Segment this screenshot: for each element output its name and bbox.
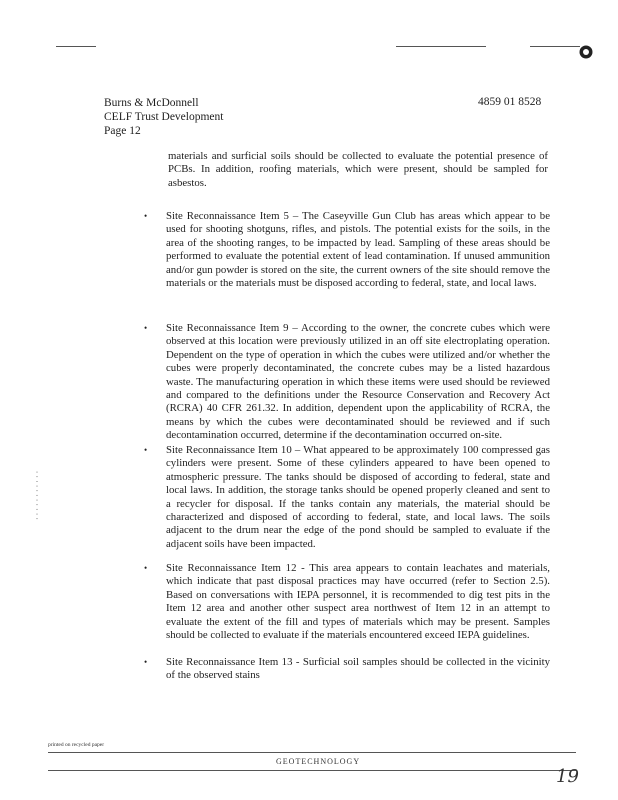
bottom-rule-lower bbox=[48, 770, 576, 771]
list-item bbox=[144, 322, 550, 443]
item-text: Site Reconnaissance Item 13 - Surficial soil samples should be collected in the vicinity of the observed stains bbox=[166, 656, 550, 682]
top-rule-far-right bbox=[530, 46, 580, 47]
item-text: Site Reconnaissance Item 9 – According to the owner, the concrete cubes which were observed at this location were previously utilized in an off site electroplating operation. Dependent on the type of operation in which the cubes were utilized and/or whether the cubes were properly decontaminated, the concrete cubes may be a listed hazardous waste. The manufacturing operation in which these items were used should be reviewed and compared to the definitions under the Resource Conservation and Recovery Act (RCRA) 40 CFR 261.32. In addition, dependent upon the applicability of RCRA, the means by which the cubes were decontaminated should be reviewed and if such decontamination occurred, determine if the decontamination occurred on-site. bbox=[166, 322, 550, 442]
bullet: • bbox=[144, 445, 148, 455]
letter-header bbox=[104, 96, 223, 138]
intro-paragraph: materials and surficial soils should be collected to evaluate the potential presence of PCBs. In addition, roofing materials, which were present, should be sampled for asbestos. bbox=[168, 150, 548, 189]
project-name: CELF Trust Development bbox=[104, 111, 224, 123]
item-text: Site Reconnaissance Item 10 – What appeared to be approximately 100 compressed gas cylinders were present. Some of these cylinders appeared to have been opened to atmospheric pressure. The tanks should be disposed of according to federal, state and local laws. In addition, the storage tanks should be opened properly cleaned and sent to a recycler for disposal. If the tanks contain any materials, the material should be characterized and disposed of according to federal, state, and local laws. The soils adjacent to the drum near the edge of the pond should be sampled to evaluate if the adjacent soils have been impacted. bbox=[166, 444, 550, 550]
bullet: • bbox=[144, 323, 148, 333]
margin-marks: · · · · · · · · · · · bbox=[33, 470, 42, 520]
recycled-paper-note: printed on recycled paper bbox=[48, 742, 105, 748]
footer-company: GEOTECHNOLOGY bbox=[276, 757, 361, 766]
list-item bbox=[144, 656, 550, 683]
item-text: Site Reconnaissance Item 5 – The Caseyville Gun Club has areas which appear to be used for shooting shotguns, rifles, and pistols. The potential exists for the soils, in the area of the shooting ranges, to be impacted by lead. Sampling of these areas should be performed to evaluate the potential extent of lead contamination. If unused ammunition and/or gun powder is stored on the site, the current owners of the site should remove the materials or the materials must be disposed according to federal, state, and local laws. bbox=[166, 210, 550, 290]
corner-logo-icon bbox=[578, 44, 594, 60]
bullet: • bbox=[144, 563, 148, 573]
list-item bbox=[144, 210, 550, 290]
top-rule-right bbox=[396, 46, 486, 47]
bullet: • bbox=[144, 211, 148, 221]
item-text: Site Reconnaissance Item 12 - This area appears to contain leachates and materials, which indicate that past disposal practices may have occurred (refer to Section 2.5). Based on conversations with IEPA personnel, it is recommended to dig test pits in the Item 12 area and another other suspect area northwest of Item 12 in an attempt to evaluate the extent of the fill and types of materials which may be present. Samples should be collected to evaluate if the materials encountered exceed IEPA guidelines. bbox=[166, 562, 550, 642]
handwritten-page-number: 19 bbox=[556, 766, 579, 787]
document-number: 4859 01 8528 bbox=[478, 96, 542, 108]
list-item bbox=[144, 562, 550, 642]
company-name: Burns & McDonnell bbox=[104, 97, 199, 109]
page-number: Page 12 bbox=[104, 125, 141, 137]
list-item bbox=[144, 444, 550, 551]
bottom-rule bbox=[48, 752, 576, 753]
bullet: • bbox=[144, 657, 148, 667]
top-rule bbox=[56, 46, 96, 47]
